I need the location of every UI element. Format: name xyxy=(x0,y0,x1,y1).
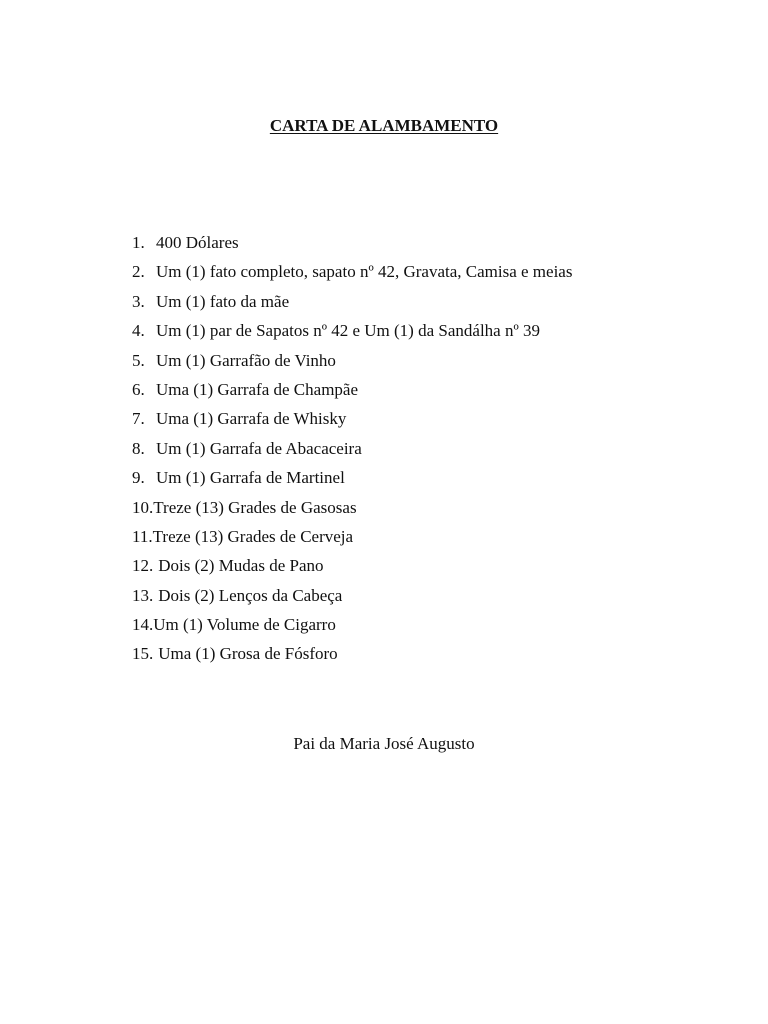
item-list xyxy=(132,232,692,673)
list-item xyxy=(132,291,692,320)
list-item xyxy=(132,379,692,408)
list-item xyxy=(132,555,692,584)
item-text: Treze (13) Grades de Cerveja xyxy=(152,526,354,546)
item-text: Dois (2) Lenços da Cabeça xyxy=(158,585,343,605)
item-text: Treze (13) Grades de Gasosas xyxy=(153,497,357,517)
list-item xyxy=(132,585,692,614)
item-number: 7. xyxy=(132,409,145,429)
list-item xyxy=(132,526,692,555)
item-text: Um (1) fato da mãe xyxy=(156,291,290,311)
item-number: 15. xyxy=(132,644,154,664)
item-number: 2. xyxy=(132,262,145,282)
list-item xyxy=(132,320,692,349)
signature-line: Pai da Maria José Augusto xyxy=(293,734,475,753)
item-number: 8. xyxy=(132,438,145,458)
item-number: 12. xyxy=(132,556,154,576)
item-text: Uma (1) Garrafa de Champãe xyxy=(156,379,359,399)
document-title: CARTA DE ALAMBAMENTO xyxy=(269,116,499,135)
item-number: 11. xyxy=(132,526,153,546)
item-text: Uma (1) Garrafa de Whisky xyxy=(156,409,347,429)
item-text: Dois (2) Mudas de Pano xyxy=(158,556,324,576)
item-number: 6. xyxy=(132,379,145,399)
item-text: Um (1) Garrafão de Vinho xyxy=(156,350,336,370)
list-item xyxy=(132,467,692,496)
list-item xyxy=(132,408,692,437)
item-text: Um (1) Volume de Cigarro xyxy=(153,615,336,635)
item-number: 9. xyxy=(132,468,145,488)
item-text: Um (1) Garrafa de Martinel xyxy=(156,468,345,488)
item-number: 14. xyxy=(132,615,154,635)
item-number: 3. xyxy=(132,291,145,311)
item-number: 5. xyxy=(132,350,145,370)
item-number: 13. xyxy=(132,585,154,605)
list-item xyxy=(132,232,692,261)
item-number: 10. xyxy=(132,497,154,517)
list-item xyxy=(132,438,692,467)
item-text: Uma (1) Grosa de Fósforo xyxy=(158,644,338,664)
item-text: Um (1) fato completo, sapato nº 42, Gravata, Camisa e meias xyxy=(156,262,573,282)
item-text: Um (1) Garrafa de Abacaceira xyxy=(156,438,362,458)
item-text: Um (1) par de Sapatos nº 42 e Um (1) da Sandálha nº 39 xyxy=(156,321,540,341)
list-item xyxy=(132,614,692,643)
list-item xyxy=(132,350,692,379)
item-text: 400 Dólares xyxy=(156,233,239,252)
list-item xyxy=(132,261,692,290)
list-item xyxy=(132,643,692,672)
list-item xyxy=(132,497,692,526)
item-number: 4. xyxy=(132,321,145,341)
item-number: 1. xyxy=(132,233,145,252)
